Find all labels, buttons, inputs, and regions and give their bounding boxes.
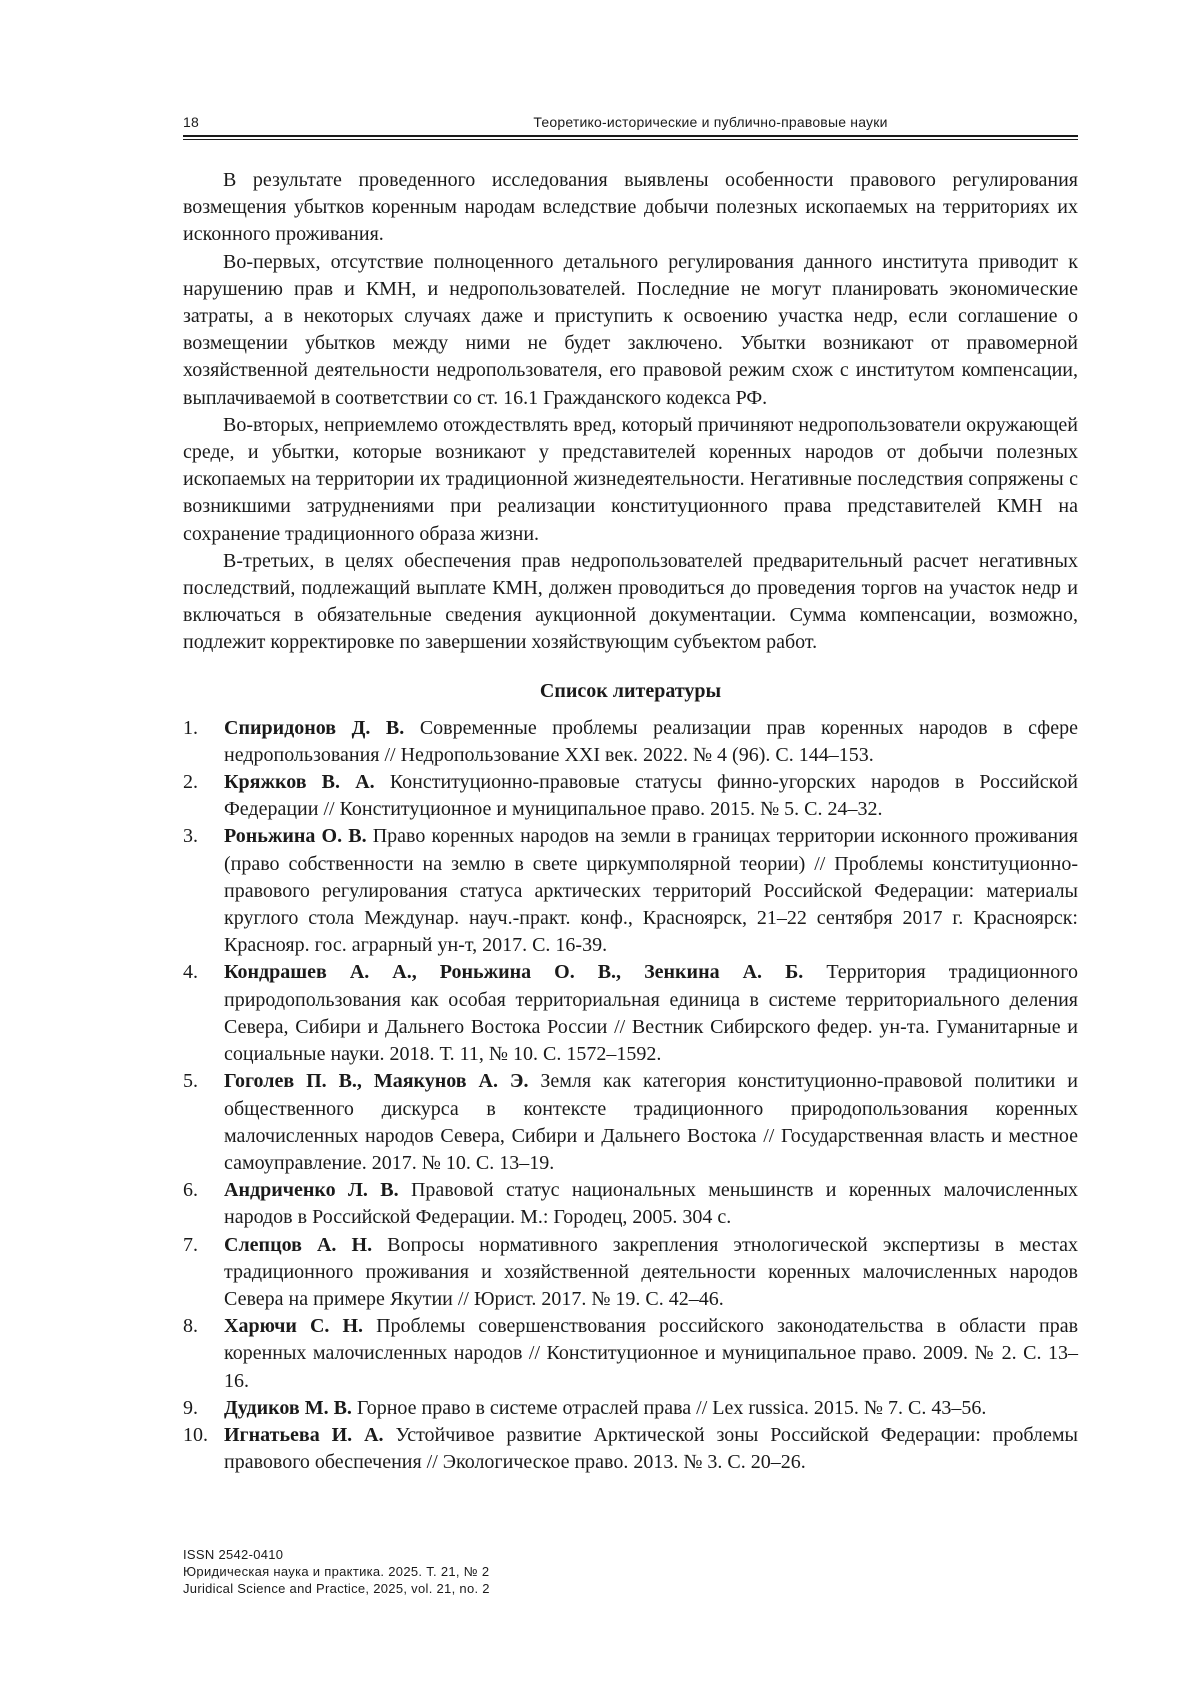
section-title: Теоретико-исторические и публично-правовые науки [533,114,888,130]
page-number: 18 [183,114,199,130]
journal-footer [183,1546,490,1597]
reference-text: Земля как категория конституционно-правовой политики и общественного дискурса в контексте традиционного природопользования коренных малочисленных народов Севера, Сибири и Дальнего Востока // Государственная власть и местное самоуправление. 2017. № 10. С. 13–19. [224,1070,1078,1174]
reference-item [183,1177,1078,1231]
reference-authors: Гоголев П. В., Маякунов А. Э. [224,1070,529,1093]
reference-item [183,823,1078,959]
reference-text: Горное право в системе отраслей права // Lex russica. 2015. № 7. С. 43–56. [356,1396,987,1419]
reference-authors: Кондрашев А. А., Роньжина О. В., Зенкина А. Б. [224,961,804,984]
reference-authors: Андриченко Л. В. [224,1179,399,1202]
reference-item [183,1232,1078,1314]
reference-number: 6. [183,1179,198,1202]
reference-authors: Игнатьева И. А. [224,1423,384,1446]
reference-authors: Слепцов А. Н. [224,1233,373,1256]
reference-item [183,769,1078,823]
reference-authors: Дудиков М. В. [224,1396,352,1419]
references-title: Список литературы [539,679,722,702]
reference-text: Территория традиционного природопользования как особая территориальная единица в системе территориального деления Севера, Сибири и Дальнего Востока России // Вестник Сибирского федер. ун-та. Гуманитарные и социальные науки. 2018. Т. 11, № 10. С. 1572–1592. [224,961,1078,1066]
body-paragraph: В результате проведенного исследования выявлены особенности правового регулирования возмещения убытков коренным народам вследствие добычи полезных ископаемых на территориях их исконного проживания. [183,169,1078,246]
reference-item [183,959,1078,1068]
article-body [183,167,1078,1476]
body-paragraph: В-третьих, в целях обеспечения прав недропользователей предварительный расчет негативных последствий, подлежащий выплате КМН, должен проводиться до проведения торгов на участок недр и включаться в обязательные сведения аукционной документации. Сумма компенсации, возможно, подлежит корректировке по завершении хозяйствующим субъектом работ. [183,549,1078,654]
reference-authors: Роньжина О. В. [224,825,367,848]
reference-authors: Спиридонов Д. В. [224,716,405,739]
reference-item [183,715,1078,769]
reference-item [183,1422,1078,1476]
reference-text: Проблемы совершенствования российского законодательства в области прав коренных малочисленных народов // Конституционное и муниципальное право. 2009. № 2. С. 13–16. [224,1315,1079,1392]
reference-number: 2. [183,771,198,794]
reference-text: Устойчивое развитие Арктической зоны Российской Федерации: проблемы правового обеспечения // Экологическое право. 2013. № 3. С. 20–26. [224,1423,1078,1474]
reference-item [183,1068,1078,1177]
reference-authors: Кряжков В. А. [224,771,375,794]
reference-number: 1. [183,716,198,739]
reference-number: 9. [183,1396,198,1419]
reference-item [183,1395,1078,1422]
reference-number: 4. [183,961,198,984]
journal-citation-ru: Юридическая наука и практика. 2025. Т. 21, № 2 [183,1564,490,1579]
references-list [183,715,1078,1477]
reference-authors: Харючи С. Н. [224,1315,364,1338]
reference-text: Вопросы нормативного закрепления этнологической экспертизы в местах традиционного проживания и хозяйственной деятельности коренных малочисленных народов Севера на примере Якутии // Юрист. 2017. № 19. С. 42–46. [224,1233,1079,1310]
journal-citation-en: Juridical Science and Practice, 2025, vol. 21, no. 2 [183,1581,490,1596]
reference-text: Право коренных народов на земли в границах территории исконного проживания (право собственности на землю в свете циркумполярной теории) // Проблемы конституционно-правового регулирования статуса арктических территорий Российской Федерации: материалы круглого стола Междунар. науч.-практ. конф., Красноярск, 21–22 сентября 2017 г. Красноярск: Краснояр. гос. аграрный ун-т, 2017. С. 16-39. [224,825,1078,957]
issn-line: ISSN 2542-0410 [183,1547,284,1562]
reference-number: 7. [183,1233,198,1256]
reference-item [183,1313,1078,1395]
running-header [183,112,1078,134]
body-paragraph: Во-вторых, неприемлемо отождествлять вред, который причиняют недропользователи окружающей среде, и убытки, которые возникают у представителей коренных народов от добычи полезных ископаемых на территории их традиционной жизнедеятельности. Негативные последствия сопряжены с возникшими затруднениями при реализации конституционного права представителей КМН на сохранение традиционного образа жизни. [183,413,1078,545]
reference-text: Современные проблемы реализации прав коренных народов в сфере недропользования // Недропользование XXI век. 2022. № 4 (96). С. 144–153. [224,716,1078,766]
reference-number: 3. [183,825,198,848]
reference-number: 10. [183,1423,208,1446]
reference-number: 5. [183,1070,198,1093]
header-rule-thick [183,135,1078,137]
reference-text: Конституционно-правовые статусы финно-угорских народов в Российской Федерации // Конституционное и муниципальное право. 2015. № 5. С. 24–32. [224,771,1078,821]
header-rule-thin [183,139,1078,140]
reference-number: 8. [183,1315,198,1338]
reference-text: Правовой статус национальных меньшинств и коренных малочисленных народов в Российской Федерации. М.: Городец, 2005. 304 с. [224,1179,1079,1229]
body-paragraph: Во-первых, отсутствие полноценного детального регулирования данного института приводит к нарушению прав и КМН, и недропользователей. Последние не могут планировать экономические затраты, а в некоторых случаях даже и приступить к освоению участка недр, если соглашение о возмещении убытков между ними не будет заключено. Убытки возникают от правомерной хозяйственной деятельности недропользователя, его правовой режим схож с институтом компенсации, выплачиваемой в соответствии со ст. 16.1 Гражданского кодекса РФ. [183,250,1078,409]
